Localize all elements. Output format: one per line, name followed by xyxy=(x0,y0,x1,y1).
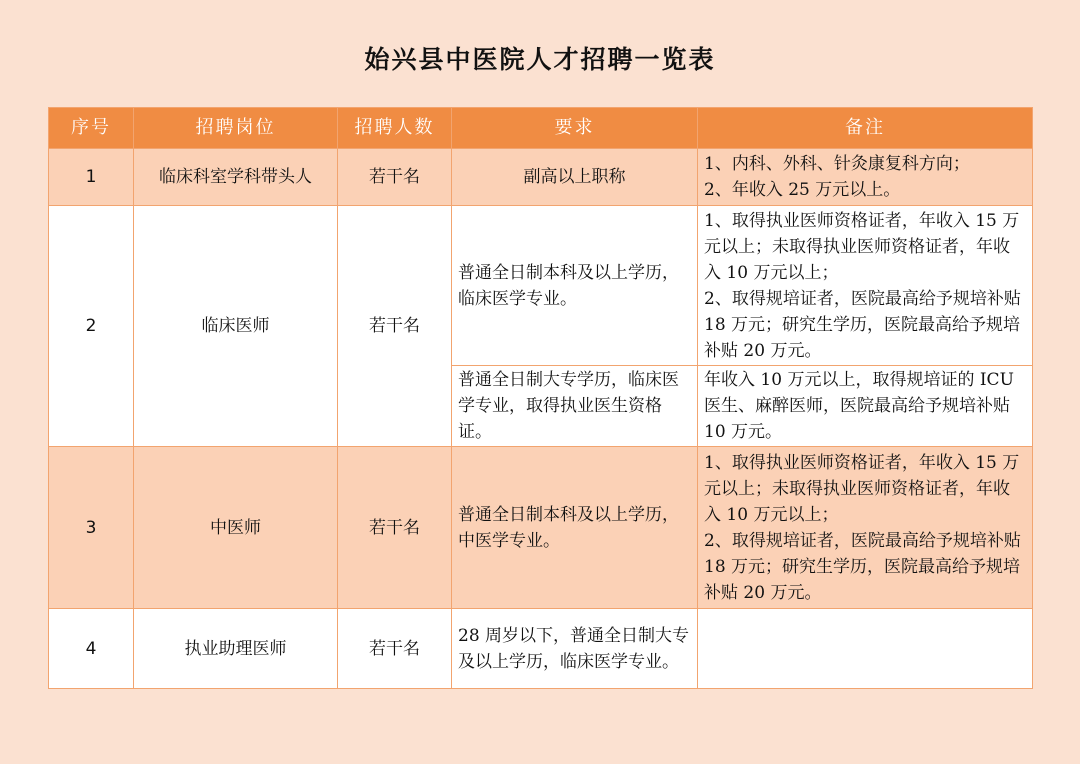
row-position: 执业助理医师 xyxy=(134,609,338,689)
note-line: 2、取得规培证者，医院最高给予规培补贴 18 万元；研究生学历，医院最高给予规培补贴 20 万元。 xyxy=(704,530,1021,603)
recruitment-table xyxy=(48,107,1033,689)
table-row xyxy=(49,609,1033,689)
header-requirement: 要求 xyxy=(452,108,698,149)
note-line: 2、年收入 25 万元以上。 xyxy=(704,180,901,200)
header-count: 招聘人数 xyxy=(338,108,452,149)
table-row xyxy=(49,206,1033,366)
row-note xyxy=(698,447,1033,609)
row-no: 1 xyxy=(49,149,134,206)
row-count: 若干名 xyxy=(338,206,452,447)
note-line: 1、内科、外科、针灸康复科方向； xyxy=(704,154,970,174)
row-no: 3 xyxy=(49,447,134,609)
row-note: 年收入 10 万元以上，取得规培证的 ICU 医生、麻醉医师，医院最高给予规培补贴 10 万元。 xyxy=(698,366,1033,447)
note-line: 1、取得执业医师资格证者，年收入 15 万元以上；未取得执业医师资格证者，年收入 10 万元以上； xyxy=(704,210,1020,283)
row-count: 若干名 xyxy=(338,149,452,206)
header-no: 序号 xyxy=(49,108,134,149)
row-requirement: 28 周岁以下，普通全日制大专及以上学历，临床医学专业。 xyxy=(452,609,698,689)
row-no: 4 xyxy=(49,609,134,689)
table-row xyxy=(49,447,1033,609)
header-position: 招聘岗位 xyxy=(134,108,338,149)
row-requirement: 普通全日制大专学历，临床医学专业，取得执业医生资格证。 xyxy=(452,366,698,447)
row-note xyxy=(698,149,1033,206)
row-no: 2 xyxy=(49,206,134,447)
table-header-row xyxy=(49,108,1033,149)
row-count: 若干名 xyxy=(338,447,452,609)
note-line: 1、取得执业医师资格证者，年收入 15 万元以上；未取得执业医师资格证者，年收入 10 万元以上； xyxy=(704,452,1020,525)
row-requirement: 普通全日制本科及以上学历，中医学专业。 xyxy=(452,447,698,609)
header-note: 备注 xyxy=(698,108,1033,149)
row-requirement: 普通全日制本科及以上学历，临床医学专业。 xyxy=(452,206,698,366)
table-row xyxy=(49,149,1033,206)
page-title: 始兴县中医院人才招聘一览表 xyxy=(364,45,716,74)
row-note xyxy=(698,206,1033,366)
row-position: 临床医师 xyxy=(134,206,338,447)
row-count: 若干名 xyxy=(338,609,452,689)
note-line: 2、取得规培证者，医院最高给予规培补贴 18 万元；研究生学历，医院最高给予规培补贴 20 万元。 xyxy=(704,288,1021,361)
row-requirement: 副高以上职称 xyxy=(452,149,698,206)
row-position: 中医师 xyxy=(134,447,338,609)
row-note xyxy=(698,609,1033,689)
row-position: 临床科室学科带头人 xyxy=(134,149,338,206)
